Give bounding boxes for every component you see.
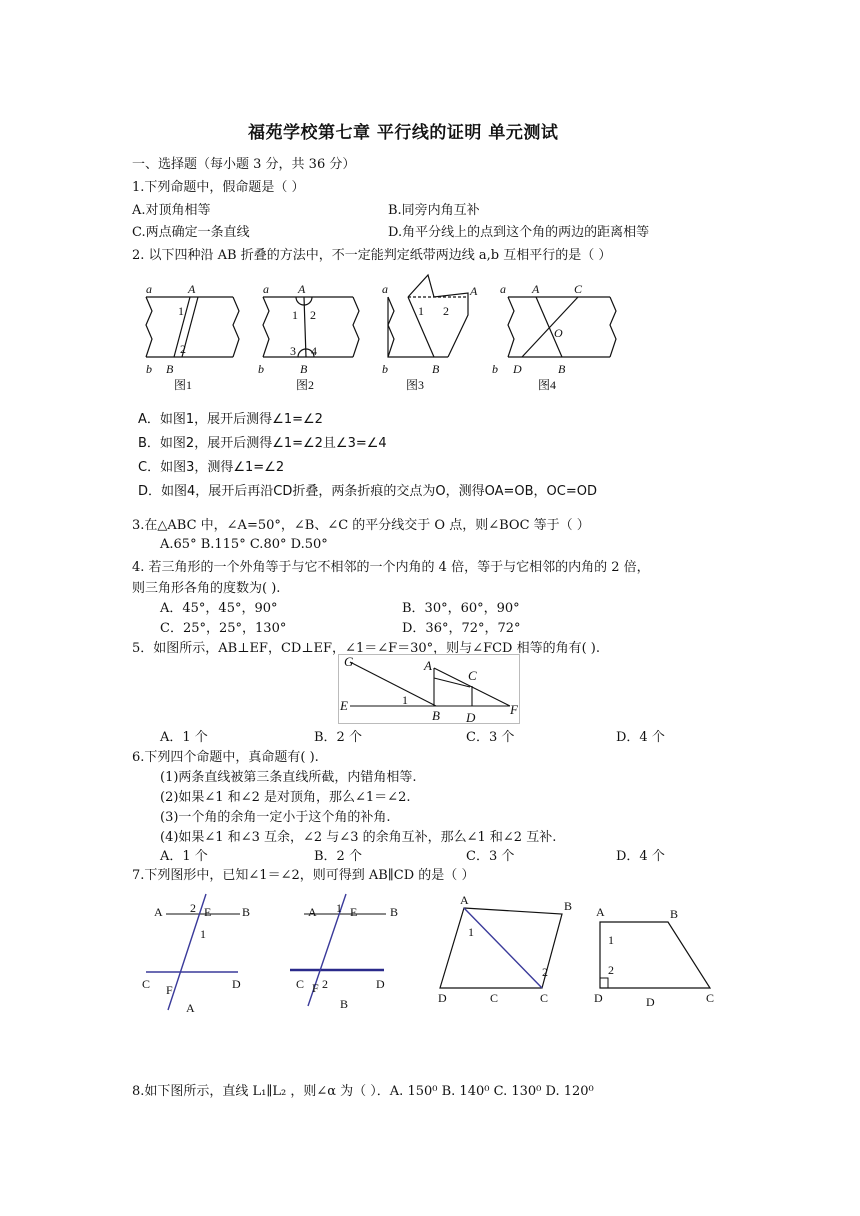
svg-text:C: C [574,282,583,296]
q7-figures [138,892,728,1022]
q2-stem: 2. 以下四种沿 AB 折叠的方法中，不一定能判定纸带两边线 a,b 互相平行的是（ ） [132,248,612,263]
svg-text:B: B [564,899,573,913]
svg-text:b: b [146,362,152,376]
svg-text:2: 2 [310,308,316,322]
q2-option-c: C．如图3，测得∠1=∠2 [138,460,285,475]
q1-stem: 1.下列命题中，假命题是（ ） [132,180,305,195]
svg-text:1: 1 [418,304,424,318]
svg-text:2: 2 [542,965,548,979]
svg-text:B: B [670,907,679,921]
q3-stem: 3.在△ABC 中，∠A=50°，∠B、∠C 的平分线交于 O 点，则∠BOC 等于（ ） [132,518,590,533]
q5-option-a: A．1 个 [160,730,208,745]
section-heading: 一、选择题（每小题 3 分，共 36 分） [132,157,356,172]
q5-figure [338,654,520,724]
q6-option-a: A．1 个 [160,849,208,864]
svg-text:D: D [376,977,385,991]
svg-text:B: B [340,997,349,1011]
svg-text:3: 3 [290,344,296,358]
svg-text:B: B [242,905,251,919]
svg-text:G: G [344,654,354,669]
q4-option-d: D．36°，72°，72° [402,621,521,636]
q6-stem: 6.下列四个命题中，真命题有( ). [132,750,319,765]
q2-option-a: A．如图1，展开后测得∠1=∠2 [138,412,323,427]
svg-text:1: 1 [608,933,614,947]
q2-fig4-caption: 图4 [538,378,557,392]
svg-text:E: E [350,905,358,919]
svg-text:O: O [554,326,563,340]
q6-statement-3: (3)一个角的余角一定小于这个角的补角. [160,810,391,825]
q6-option-c: C．3 个 [466,849,515,864]
svg-text:A: A [154,905,163,919]
svg-text:B: B [432,362,440,376]
q4-stem-line1: 4. 若三角形的一个外角等于与它不相邻的一个内角的 4 倍，等于与它相邻的内角的 2 倍， [132,560,650,575]
svg-text:B: B [390,905,399,919]
svg-text:A: A [424,658,432,673]
svg-text:B: B [300,362,308,376]
svg-text:A: A [532,282,540,296]
q2-fig1-caption: 图1 [174,378,193,392]
svg-text:b: b [258,362,264,376]
svg-text:D: D [438,991,447,1005]
svg-text:F: F [312,981,319,995]
svg-text:D: D [594,991,603,1005]
q2-fig2-caption: 图2 [296,378,315,392]
svg-text:2: 2 [608,963,614,977]
svg-text:a: a [500,282,506,296]
q4-option-b: B．30°，60°，90° [402,601,520,616]
q2-fig3-caption: 图3 [406,378,425,392]
q8-stem: 8.如下图所示，直线 L₁∥L₂ ，则∠α 为（ ）．A. 150⁰ B. 140⁰ C. 130⁰ D. 120⁰ [132,1084,594,1099]
svg-text:A: A [470,284,478,298]
page-title: 福苑学校第七章 平行线的证明 单元测试 [248,123,559,143]
svg-text:2: 2 [443,304,449,318]
svg-text:b: b [492,362,498,376]
q7-fig-a [142,894,250,1015]
q1-option-c: C.两点确定一条直线 [132,225,250,240]
svg-text:C: C [142,977,151,991]
q2-option-d: D．如图4，展开后再沿CD折叠，两条折痕的交点为O，测得OA=OB，OC=OD [138,484,597,499]
svg-text:A: A [298,282,306,296]
q7-fig-c [438,893,572,1005]
svg-text:1: 1 [468,925,474,939]
svg-text:1: 1 [200,927,206,941]
svg-text:D: D [513,362,522,376]
svg-text:2: 2 [322,977,328,991]
q7-stem: 7.下列图形中，已知∠1＝∠2，则可得到 AB∥CD 的是（ ） [132,868,475,883]
q7-fig-b [290,894,398,1011]
svg-text:a: a [263,282,269,296]
svg-text:A: A [596,905,605,919]
q2-figures [138,275,638,400]
svg-text:E: E [340,698,348,713]
svg-text:A: A [460,893,469,907]
q2-fig1-diagram [146,297,239,357]
svg-text:E: E [204,905,212,919]
svg-text:F: F [166,983,173,997]
svg-text:b: b [382,362,388,376]
svg-text:C: C [296,977,305,991]
q1-option-d: D.角平分线上的点到这个角的两边的距离相等 [388,225,650,240]
q7-fig-d [594,905,714,1009]
q6-statement-1: (1)两条直线被第三条直线所截，内错角相等. [160,770,417,785]
svg-text:2: 2 [190,901,196,915]
svg-text:a: a [146,282,152,296]
svg-text:B: B [558,362,566,376]
svg-text:D: D [646,995,655,1009]
svg-text:2: 2 [180,342,186,356]
svg-text:D: D [466,710,476,725]
svg-text:D: D [232,977,241,991]
svg-text:C: C [706,991,715,1005]
svg-text:A: A [188,282,196,296]
q6-option-b: B．2 个 [314,849,362,864]
svg-text:B: B [166,362,174,376]
q2-option-b: B．如图2，展开后测得∠1=∠2且∠3=∠4 [138,436,387,451]
svg-text:A: A [186,1001,195,1015]
svg-text:A: A [308,905,317,919]
svg-text:C: C [490,991,499,1005]
q5-option-b: B．2 个 [314,730,362,745]
svg-text:a: a [382,282,388,296]
q5-option-c: C．3 个 [466,730,515,745]
q4-option-a: A．45°，45°，90° [160,601,278,616]
q6-option-d: D．4 个 [616,849,665,864]
q6-statement-4: (4)如果∠1 和∠3 互余，∠2 与∠3 的余角互补，那么∠1 和∠2 互补. [160,830,557,845]
svg-text:C: C [540,991,549,1005]
svg-text:C: C [468,668,477,683]
svg-text:F: F [510,702,518,717]
q5-option-d: D．4 个 [616,730,665,745]
svg-text:1: 1 [336,901,342,915]
svg-text:1: 1 [402,693,408,707]
q6-statement-2: (2)如果∠1 和∠2 是对顶角，那么∠1＝∠2. [160,790,411,805]
q3-options: A.65° B.115° C.80° D.50° [160,537,328,552]
svg-text:B: B [432,708,440,723]
q2-fig3-diagram [388,275,468,357]
svg-text:1: 1 [292,308,298,322]
q4-option-c: C．25°，25°，130° [160,621,287,636]
q1-option-b: B.同旁内角互补 [388,203,480,218]
svg-text:1: 1 [178,304,184,318]
q5-stem: 5．如图所示，AB⊥EF，CD⊥EF，∠1＝∠F＝30°，则与∠FCD 相等的角有( ). [132,641,600,656]
q4-stem-line2: 则三角形各角的度数为( ). [132,581,281,596]
svg-text:4: 4 [311,344,317,358]
q1-option-a: A.对顶角相等 [132,203,211,218]
